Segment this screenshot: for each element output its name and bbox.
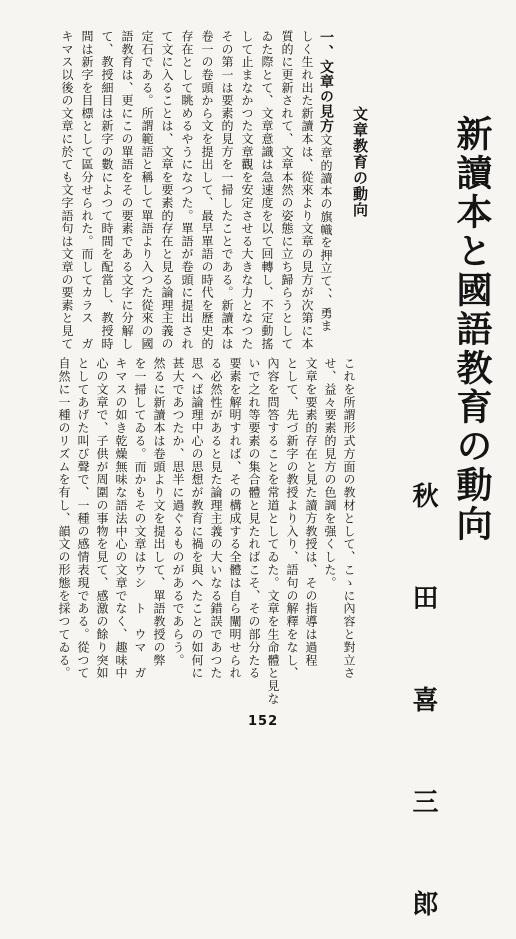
text-column: 自然に一種のリズムを有し、韻文の形態を採つてゐる。 xyxy=(57,357,71,680)
text-column: 定石である。所謂範語と稱して單語より入つた從來の國 xyxy=(140,30,154,350)
text-column: キマスの如き乾燥無味な語法中心の文章でなく、趣味中 xyxy=(114,357,128,680)
subheading-column xyxy=(318,30,334,333)
subheading: 一、文章の見方 xyxy=(318,30,334,134)
text-column: 文章的讀本の旗幟を押立て、、勇ま xyxy=(319,133,333,333)
text-column: して止まなかつた文章觀を安定させる大きな力となつた xyxy=(240,30,254,350)
text-column: を一掃してゐる。而かもその文章はウシ ト ウマ ガ xyxy=(133,357,147,680)
text-column: これを所謂形式方面の教材として、こゝに內容と對立さ xyxy=(342,357,356,680)
text-column: 然るに新讀本は卷頭より文を提出して、單語教授の弊 xyxy=(152,357,166,667)
text-column: て文に入ることは、文章を要素的存在と見る論理主義の xyxy=(160,30,174,350)
text-column: 存在として眺めるやうになつた。單語が卷頭に提出され xyxy=(180,30,194,350)
article-title: 新讀本と國語教育の動向 xyxy=(451,115,493,544)
text-column: として、先づ新字の教授より入り、語句の解釋をなし、 xyxy=(285,357,299,680)
text-column: 質的に更新されて、文章本然の姿態に立ち歸らうとして xyxy=(280,30,294,350)
text-column: 思へば論理中心の思想が教育に禍を與へたことの如何に xyxy=(190,357,204,680)
text-column: せ、益々要素的見方の色調を强くした。 xyxy=(323,357,337,590)
text-column: 心の文章で、子供が周圍の事物を見て、感激の餘り突如 xyxy=(95,357,109,680)
text-column: その第一は要素的見方を一掃したことである。新讀本は xyxy=(220,30,234,350)
text-column: 要素を解明すれば、その構成する全體は自ら闡明せられ xyxy=(228,357,242,680)
text-column: キマス以後の文章に於ても文字語句は文章の要素と見て xyxy=(60,30,74,350)
text-column: ゐた際とて、文章意識は急速度を以て回轉し、不定動搖 xyxy=(260,30,274,350)
text-column: 語教育は、更にこの單語をその要素である文字に分解し xyxy=(120,30,134,350)
author-name: 秋 田 喜 三 郎 xyxy=(408,482,438,939)
section-heading: 文章教育の動向 xyxy=(351,106,369,218)
text-column: て、教授細目は新字の數によつて時間を配當し、教授時 xyxy=(100,30,114,350)
text-column: しく生れ出た新讀本は、從來より文章の見方が次第に本 xyxy=(300,30,314,350)
text-column: 甚大であつたか、思半に過ぐるものがあるであらう。 xyxy=(171,357,185,667)
text-column: としてあげた叫び聲で、一種の感情表現である。從つて xyxy=(76,357,90,680)
text-column: る必然性があると見た論理主義の大いなる錯誤であつた xyxy=(209,357,223,680)
text-column: 間は新字を目標として區分せられた。而してカラス ガ xyxy=(80,30,94,350)
text-column: 文章を要素的存在と見た讀方教授は、その指導は過程 xyxy=(304,357,318,667)
text-column: 內容を問答することを常道としてゐた。文章を生命體と見な xyxy=(266,357,280,706)
page-number: 152 xyxy=(248,714,279,729)
text-column: いで之れ等要素の集合體と見たればこそ、その部分たる xyxy=(247,357,261,680)
text-column: 卷一の卷頭から文を提出して、最早單語の時代を歷史的 xyxy=(200,30,214,350)
